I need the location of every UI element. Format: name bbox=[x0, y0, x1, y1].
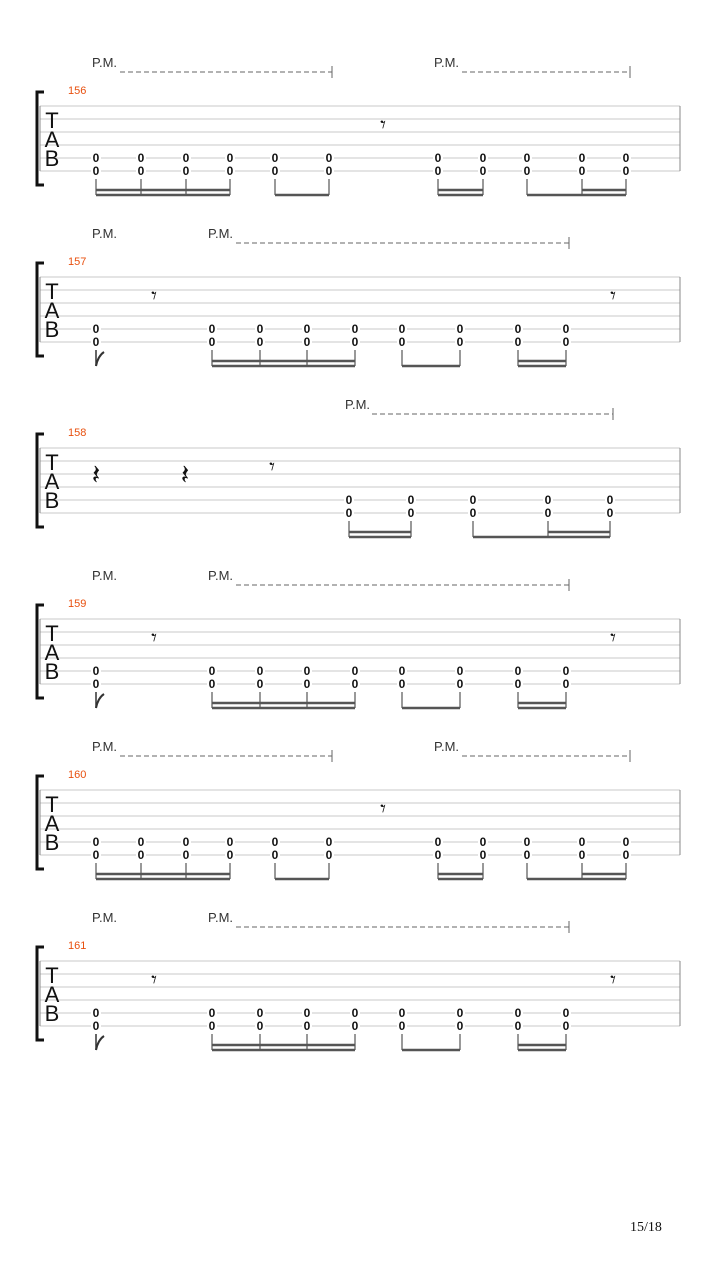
fret-number: 0 bbox=[398, 1006, 406, 1020]
fret-number: 0 bbox=[351, 1006, 359, 1020]
fret-number: 0 bbox=[92, 151, 100, 165]
bar-number: 156 bbox=[68, 85, 87, 97]
tab-clef-letter: B bbox=[44, 317, 60, 342]
fret-number: 0 bbox=[325, 848, 333, 862]
fret-number: 0 bbox=[398, 335, 406, 349]
tab-clef-letter: T bbox=[45, 621, 59, 646]
fret-number: 0 bbox=[208, 1006, 216, 1020]
eighth-rest: 𝄾 bbox=[151, 284, 157, 309]
fret-number: 0 bbox=[208, 677, 216, 691]
fret-number: 0 bbox=[303, 322, 311, 336]
fret-number: 0 bbox=[562, 1006, 570, 1020]
fret-number: 0 bbox=[398, 322, 406, 336]
fret-number: 0 bbox=[523, 835, 531, 849]
note-flag bbox=[96, 352, 104, 366]
fret-number: 0 bbox=[456, 335, 464, 349]
tab-clef-letter: T bbox=[45, 792, 59, 817]
fret-number: 0 bbox=[92, 1019, 100, 1033]
fret-number: 0 bbox=[562, 322, 570, 336]
fret-number: 0 bbox=[325, 835, 333, 849]
page-number: 15/18 bbox=[630, 1220, 662, 1235]
fret-number: 0 bbox=[578, 151, 586, 165]
fret-number: 0 bbox=[514, 335, 522, 349]
fret-number: 0 bbox=[92, 335, 100, 349]
fret-number: 0 bbox=[456, 1006, 464, 1020]
eighth-rest: 𝄾 bbox=[380, 797, 386, 822]
fret-number: 0 bbox=[303, 1019, 311, 1033]
tab-system bbox=[37, 226, 680, 366]
fret-number: 0 bbox=[523, 151, 531, 165]
eighth-rest: 𝄾 bbox=[380, 113, 386, 138]
bar-number: 158 bbox=[68, 427, 87, 439]
fret-number: 0 bbox=[523, 848, 531, 862]
note-flag bbox=[96, 694, 104, 708]
palm-mute-label: P.M. bbox=[92, 910, 118, 925]
fret-number: 0 bbox=[469, 493, 477, 507]
fret-number: 0 bbox=[256, 322, 264, 336]
fret-number: 0 bbox=[456, 677, 464, 691]
eighth-rest: 𝄾 bbox=[610, 284, 616, 309]
tab-system bbox=[37, 910, 680, 1050]
note-flag bbox=[96, 1036, 104, 1050]
fret-number: 0 bbox=[92, 848, 100, 862]
fret-number: 0 bbox=[208, 664, 216, 678]
tab-clef-letter: A bbox=[44, 469, 60, 494]
fret-number: 0 bbox=[622, 835, 630, 849]
fret-number: 0 bbox=[562, 677, 570, 691]
fret-number: 0 bbox=[434, 848, 442, 862]
fret-number: 0 bbox=[345, 506, 353, 520]
fret-number: 0 bbox=[578, 164, 586, 178]
fret-number: 0 bbox=[514, 322, 522, 336]
fret-number: 0 bbox=[137, 151, 145, 165]
fret-number: 0 bbox=[325, 164, 333, 178]
fret-number: 0 bbox=[182, 151, 190, 165]
fret-number: 0 bbox=[514, 664, 522, 678]
palm-mute-label: P.M. bbox=[345, 397, 371, 412]
fret-number: 0 bbox=[578, 848, 586, 862]
fret-number: 0 bbox=[208, 322, 216, 336]
fret-number: 0 bbox=[226, 835, 234, 849]
fret-number: 0 bbox=[398, 664, 406, 678]
fret-number: 0 bbox=[514, 1006, 522, 1020]
fret-number: 0 bbox=[622, 151, 630, 165]
tab-clef-letter: B bbox=[44, 830, 60, 855]
fret-number: 0 bbox=[256, 1019, 264, 1033]
eighth-rest: 𝄾 bbox=[610, 626, 616, 651]
fret-number: 0 bbox=[479, 164, 487, 178]
fret-number: 0 bbox=[479, 151, 487, 165]
fret-number: 0 bbox=[303, 677, 311, 691]
fret-number: 0 bbox=[578, 835, 586, 849]
palm-mute-label: P.M. bbox=[92, 55, 118, 70]
fret-number: 0 bbox=[182, 835, 190, 849]
fret-number: 0 bbox=[137, 164, 145, 178]
fret-number: 0 bbox=[456, 664, 464, 678]
palm-mute-label: P.M. bbox=[208, 568, 234, 583]
tab-clef-letter: A bbox=[44, 811, 60, 836]
fret-number: 0 bbox=[434, 164, 442, 178]
fret-number: 0 bbox=[479, 835, 487, 849]
palm-mute-label: P.M. bbox=[92, 226, 118, 241]
eighth-rest: 𝄾 bbox=[151, 626, 157, 651]
quarter-rest: 𝄽 bbox=[91, 458, 101, 491]
fret-number: 0 bbox=[137, 848, 145, 862]
tab-clef-letter: A bbox=[44, 982, 60, 1007]
tab-clef-letter: A bbox=[44, 127, 60, 152]
fret-number: 0 bbox=[256, 677, 264, 691]
fret-number: 0 bbox=[182, 848, 190, 862]
palm-mute-label: P.M. bbox=[208, 910, 234, 925]
fret-number: 0 bbox=[562, 664, 570, 678]
fret-number: 0 bbox=[256, 1006, 264, 1020]
fret-number: 0 bbox=[271, 848, 279, 862]
fret-number: 0 bbox=[562, 335, 570, 349]
fret-number: 0 bbox=[137, 835, 145, 849]
fret-number: 0 bbox=[208, 1019, 216, 1033]
bar-number: 161 bbox=[68, 940, 87, 952]
fret-number: 0 bbox=[351, 335, 359, 349]
fret-number: 0 bbox=[303, 664, 311, 678]
palm-mute-label: P.M. bbox=[434, 739, 460, 754]
fret-number: 0 bbox=[407, 493, 415, 507]
tab-system bbox=[37, 397, 680, 537]
palm-mute-label: P.M. bbox=[208, 226, 234, 241]
tab-clef-letter: B bbox=[44, 659, 60, 684]
fret-number: 0 bbox=[226, 848, 234, 862]
fret-number: 0 bbox=[92, 835, 100, 849]
fret-number: 0 bbox=[469, 506, 477, 520]
tab-clef-letter: T bbox=[45, 279, 59, 304]
quarter-rest: 𝄽 bbox=[180, 458, 190, 491]
fret-number: 0 bbox=[523, 164, 531, 178]
palm-mute-label: P.M. bbox=[434, 55, 460, 70]
palm-mute-label: P.M. bbox=[92, 739, 118, 754]
fret-number: 0 bbox=[544, 493, 552, 507]
fret-number: 0 bbox=[92, 664, 100, 678]
tab-system bbox=[37, 55, 680, 195]
bar-number: 160 bbox=[68, 769, 87, 781]
fret-number: 0 bbox=[351, 322, 359, 336]
fret-number: 0 bbox=[514, 1019, 522, 1033]
fret-number: 0 bbox=[271, 164, 279, 178]
fret-number: 0 bbox=[562, 1019, 570, 1033]
tab-system bbox=[37, 739, 680, 879]
fret-number: 0 bbox=[226, 164, 234, 178]
fret-number: 0 bbox=[182, 164, 190, 178]
eighth-rest: 𝄾 bbox=[610, 968, 616, 993]
fret-number: 0 bbox=[208, 335, 216, 349]
fret-number: 0 bbox=[544, 506, 552, 520]
fret-number: 0 bbox=[92, 322, 100, 336]
fret-number: 0 bbox=[479, 848, 487, 862]
tab-clef-letter: A bbox=[44, 298, 60, 323]
tab-clef-letter: A bbox=[44, 640, 60, 665]
fret-number: 0 bbox=[271, 151, 279, 165]
fret-number: 0 bbox=[434, 151, 442, 165]
fret-number: 0 bbox=[256, 335, 264, 349]
tab-system bbox=[37, 568, 680, 708]
fret-number: 0 bbox=[456, 322, 464, 336]
fret-number: 0 bbox=[434, 835, 442, 849]
eighth-rest: 𝄾 bbox=[269, 455, 275, 480]
fret-number: 0 bbox=[92, 677, 100, 691]
fret-number: 0 bbox=[271, 835, 279, 849]
fret-number: 0 bbox=[407, 506, 415, 520]
tab-clef-letter: T bbox=[45, 450, 59, 475]
tab-clef-letter: B bbox=[44, 1001, 60, 1026]
fret-number: 0 bbox=[226, 151, 234, 165]
fret-number: 0 bbox=[456, 1019, 464, 1033]
eighth-rest: 𝄾 bbox=[151, 968, 157, 993]
fret-number: 0 bbox=[514, 677, 522, 691]
fret-number: 0 bbox=[303, 335, 311, 349]
fret-number: 0 bbox=[92, 164, 100, 178]
fret-number: 0 bbox=[622, 164, 630, 178]
fret-number: 0 bbox=[351, 664, 359, 678]
tab-clef-letter: B bbox=[44, 146, 60, 171]
bar-number: 157 bbox=[68, 256, 87, 268]
palm-mute-label: P.M. bbox=[92, 568, 118, 583]
fret-number: 0 bbox=[606, 493, 614, 507]
fret-number: 0 bbox=[325, 151, 333, 165]
tab-clef-letter: B bbox=[44, 488, 60, 513]
fret-number: 0 bbox=[622, 848, 630, 862]
fret-number: 0 bbox=[92, 1006, 100, 1020]
fret-number: 0 bbox=[351, 1019, 359, 1033]
bar-number: 159 bbox=[68, 598, 87, 610]
tab-clef-letter: T bbox=[45, 963, 59, 988]
fret-number: 0 bbox=[398, 1019, 406, 1033]
fret-number: 0 bbox=[351, 677, 359, 691]
fret-number: 0 bbox=[256, 664, 264, 678]
fret-number: 0 bbox=[303, 1006, 311, 1020]
tab-clef-letter: T bbox=[45, 108, 59, 133]
fret-number: 0 bbox=[345, 493, 353, 507]
fret-number: 0 bbox=[398, 677, 406, 691]
fret-number: 0 bbox=[606, 506, 614, 520]
